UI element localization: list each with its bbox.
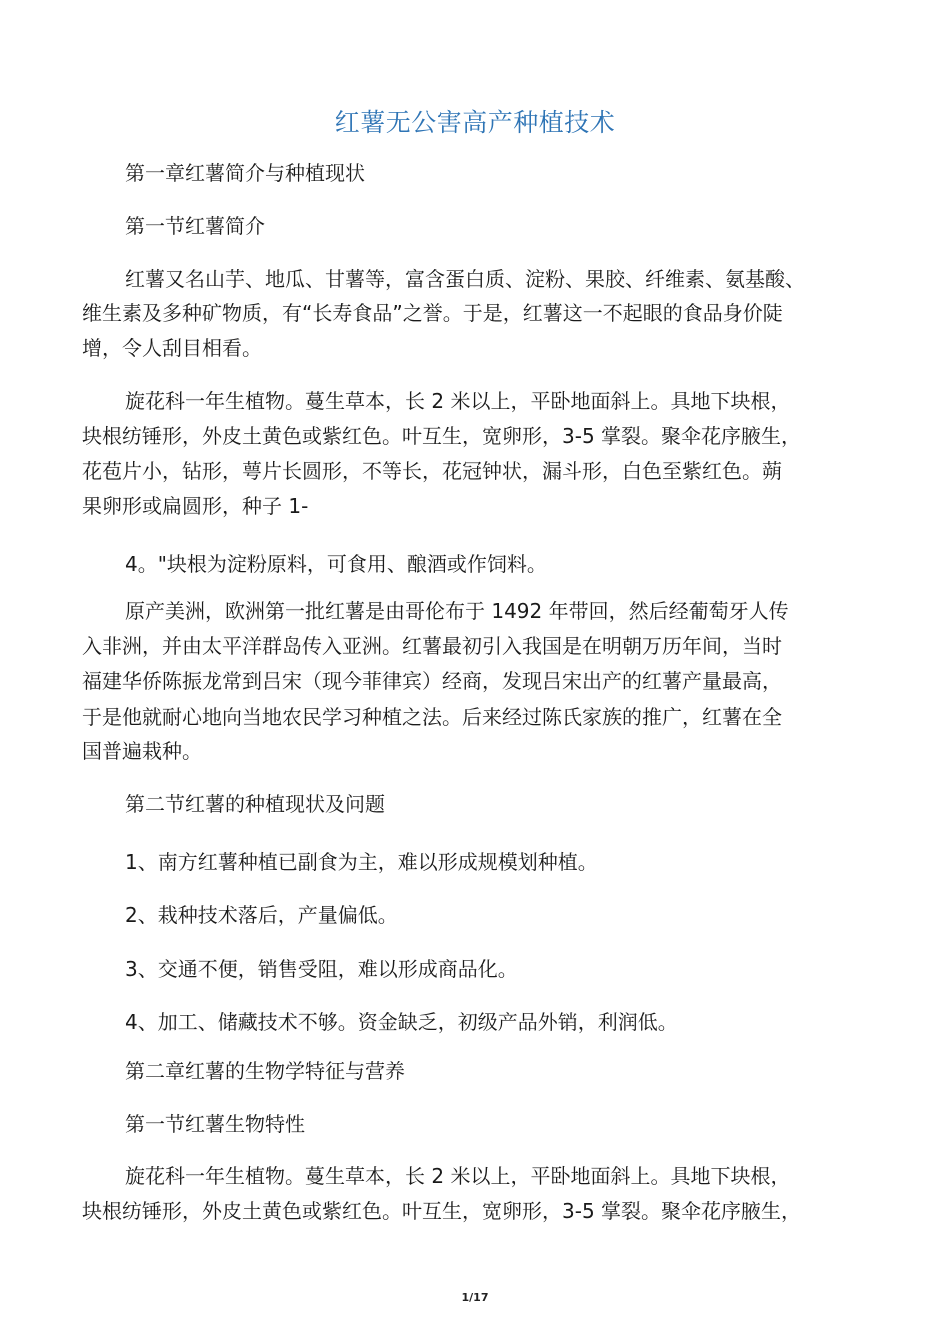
paragraph-line: 4。"块根为淀粉原料，可食用、酿酒或作饲料。 xyxy=(125,552,547,576)
section-heading: 第二节红薯的种植现状及问题 xyxy=(125,792,385,816)
page-number: 1/17 xyxy=(461,1291,489,1304)
paragraph-line: 块根纺锤形，外皮土黄色或紫红色。叶互生，宽卵形，3-5 掌裂。聚伞花序腋生， xyxy=(82,1199,802,1223)
paragraph-line: 红薯又名山芋、地瓜、甘薯等，富含蛋白质、淀粉、果胶、纤维素、氨基酸、 xyxy=(125,267,805,291)
paragraph-line: 福建华侨陈振龙常到吕宋（现今菲律宾）经商，发现吕宋出产的红薯产量最高， xyxy=(82,669,782,693)
paragraph-line: 旋花科一年生植物。蔓生草本，长 2 米以上，平卧地面斜上。具地下块根， xyxy=(125,389,791,413)
paragraph-line: 原产美洲，欧洲第一批红薯是由哥伦布于 1492 年带回，然后经葡萄牙人传 xyxy=(125,599,789,623)
paragraph-line: 块根纺锤形，外皮土黄色或紫红色。叶互生，宽卵形，3-5 掌裂。聚伞花序腋生， xyxy=(82,424,802,448)
paragraph-line: 国普遍栽种。 xyxy=(82,739,202,763)
paragraph-line: 维生素及多种矿物质，有“长寿食品”之誉。于是，红薯这一不起眼的食品身价陡 xyxy=(82,301,783,325)
paragraph-line: 增，令人刮目相看。 xyxy=(82,336,262,360)
list-item: 1、南方红薯种植已副食为主，难以形成规模划种植。 xyxy=(125,850,598,874)
list-item: 3、交通不便，销售受阻，难以形成商品化。 xyxy=(125,957,518,981)
document-title: 红薯无公害高产种植技术 xyxy=(334,108,616,137)
section-heading: 第一节红薯简介 xyxy=(125,214,265,238)
paragraph-line: 花苞片小，钻形，萼片长圆形，不等长，花冠钟状，漏斗形，白色至紫红色。蒴 xyxy=(82,459,782,483)
paragraph-line: 于是他就耐心地向当地农民学习种植之法。后来经过陈氏家族的推广，红薯在全 xyxy=(82,705,782,729)
list-item: 4、加工、储藏技术不够。资金缺乏，初级产品外销，利润低。 xyxy=(125,1010,678,1034)
list-item: 2、栽种技术落后，产量偏低。 xyxy=(125,903,398,927)
chapter-heading: 第二章红薯的生物学特征与营养 xyxy=(125,1059,405,1083)
section-heading: 第一节红薯生物特性 xyxy=(125,1112,305,1136)
paragraph-line: 果卵形或扁圆形，种子 1- xyxy=(82,494,309,518)
paragraph-line: 旋花科一年生植物。蔓生草本，长 2 米以上，平卧地面斜上。具地下块根， xyxy=(125,1164,791,1188)
paragraph-line: 入非洲，并由太平洋群岛传入亚洲。红薯最初引入我国是在明朝万历年间，当时 xyxy=(82,634,782,658)
chapter-heading: 第一章红薯简介与种植现状 xyxy=(125,161,365,185)
